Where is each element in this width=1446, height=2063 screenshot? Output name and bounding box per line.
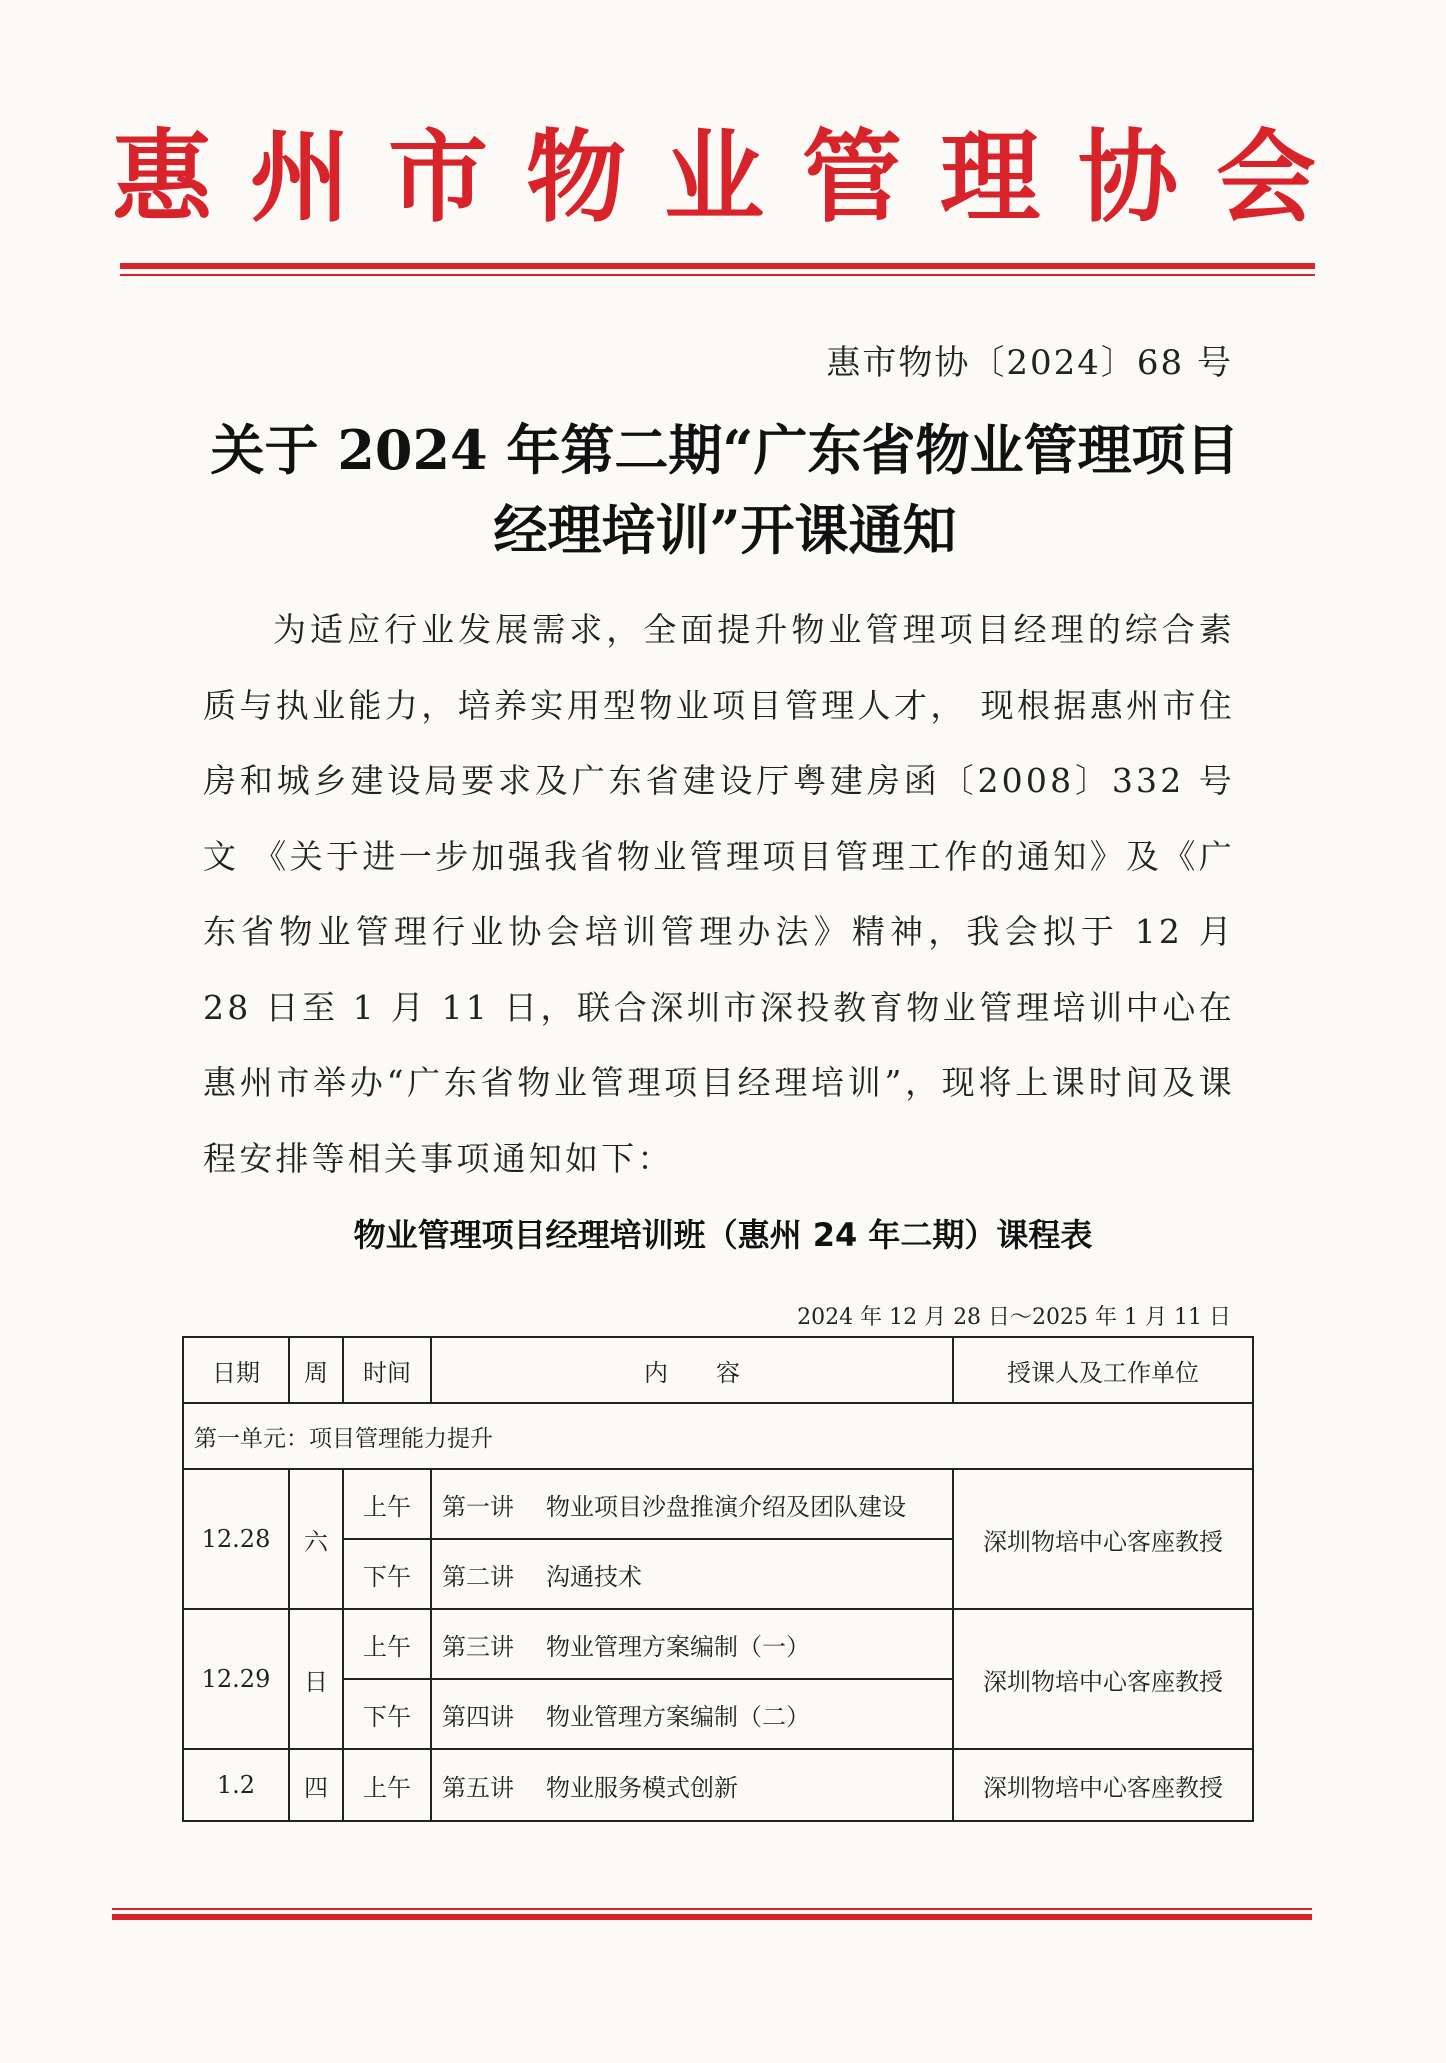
- title-line-2: 经理培训”开课通知: [493, 498, 957, 562]
- lesson-topic: 沟通技术: [546, 1562, 642, 1591]
- table-row: [183, 1609, 1253, 1679]
- session-content: [431, 1749, 953, 1821]
- lesson-number: 第三讲: [442, 1632, 514, 1661]
- lesson-topic: 物业服务模式创新: [546, 1773, 738, 1802]
- lesson-number: 第二讲: [442, 1562, 514, 1591]
- letterhead-org-name: 惠州市物业管理协会: [112, 119, 1354, 236]
- header-content: 内 容: [431, 1337, 953, 1403]
- letterhead-rule-thin: [120, 274, 1315, 276]
- letterhead-rule-thick: [120, 263, 1315, 269]
- session-time: 上午: [343, 1749, 431, 1821]
- session-content: [431, 1469, 953, 1539]
- unit-row: [183, 1403, 1253, 1469]
- session-time: 上午: [343, 1609, 431, 1679]
- header-week: 周: [289, 1337, 343, 1403]
- header-date: 日期: [183, 1337, 289, 1403]
- schedule-table: [182, 1336, 1254, 1822]
- table-row: [183, 1749, 1253, 1821]
- unit-1-label: 第一单元：项目管理能力提升: [183, 1403, 1253, 1469]
- schedule-date-range: 2024 年 12 月 28 日～2025 年 1 月 11 日: [797, 1305, 1231, 1330]
- title-line-1: 关于 2024 年第二期“广东省物业管理项目: [210, 418, 1240, 482]
- table-row: [183, 1469, 1253, 1539]
- table-header-row: [183, 1337, 1253, 1403]
- day-date: 12.29: [183, 1609, 289, 1749]
- day-teacher: 深圳物培中心客座教授: [953, 1749, 1253, 1821]
- day-date: 12.28: [183, 1469, 289, 1609]
- document-number: 惠市物协〔2024〕68 号: [826, 343, 1233, 383]
- footer-rule-thin: [112, 1908, 1312, 1910]
- day-date: 1.2: [183, 1749, 289, 1821]
- session-content: [431, 1539, 953, 1609]
- lesson-topic: 物业管理方案编制（一）: [546, 1632, 810, 1661]
- session-content: [431, 1679, 953, 1749]
- schedule-title: 物业管理项目经理培训班（惠州 24 年二期）课程表: [353, 1216, 1093, 1254]
- session-content: [431, 1609, 953, 1679]
- session-time: 下午: [343, 1679, 431, 1749]
- day-teacher: 深圳物培中心客座教授: [953, 1609, 1253, 1749]
- day-week: 日: [289, 1609, 343, 1749]
- day-week: 四: [289, 1749, 343, 1821]
- header-time: 时间: [343, 1337, 431, 1403]
- lesson-topic: 物业管理方案编制（二）: [546, 1702, 810, 1731]
- session-time: 下午: [343, 1539, 431, 1609]
- body-paragraph: 为适应行业发展需求，全面提升物业管理项目经理的综合素质与执业能力，培养实用型物业项目管理人才， 现根据惠州市住房和城乡建设局要求及广东省建设厅粤建房函〔2008〕332 号文 《关于进一步加强我省物业管理项目管理工作的通知》及《广东省物业管理行业协会培训管理办法》精神，我会拟于 12 月 28 日至 1 月 11 日，联合深圳市深投教育物业管理培训中心在惠州市举办“广东省物业管理项目经理培训”，现将上课时间及课程安排等相关事项通知如下：: [203, 610, 1235, 1178]
- lesson-number: 第五讲: [442, 1773, 514, 1802]
- footer-rule-thick: [112, 1914, 1312, 1920]
- lesson-topic: 物业项目沙盘推演介绍及团队建设: [546, 1492, 906, 1521]
- lesson-number: 第四讲: [442, 1702, 514, 1731]
- document-title: [170, 410, 1280, 570]
- day-teacher: 深圳物培中心客座教授: [953, 1469, 1253, 1609]
- lesson-number: 第一讲: [442, 1492, 514, 1521]
- session-time: 上午: [343, 1469, 431, 1539]
- header-teacher: 授课人及工作单位: [953, 1337, 1253, 1403]
- day-week: 六: [289, 1469, 343, 1609]
